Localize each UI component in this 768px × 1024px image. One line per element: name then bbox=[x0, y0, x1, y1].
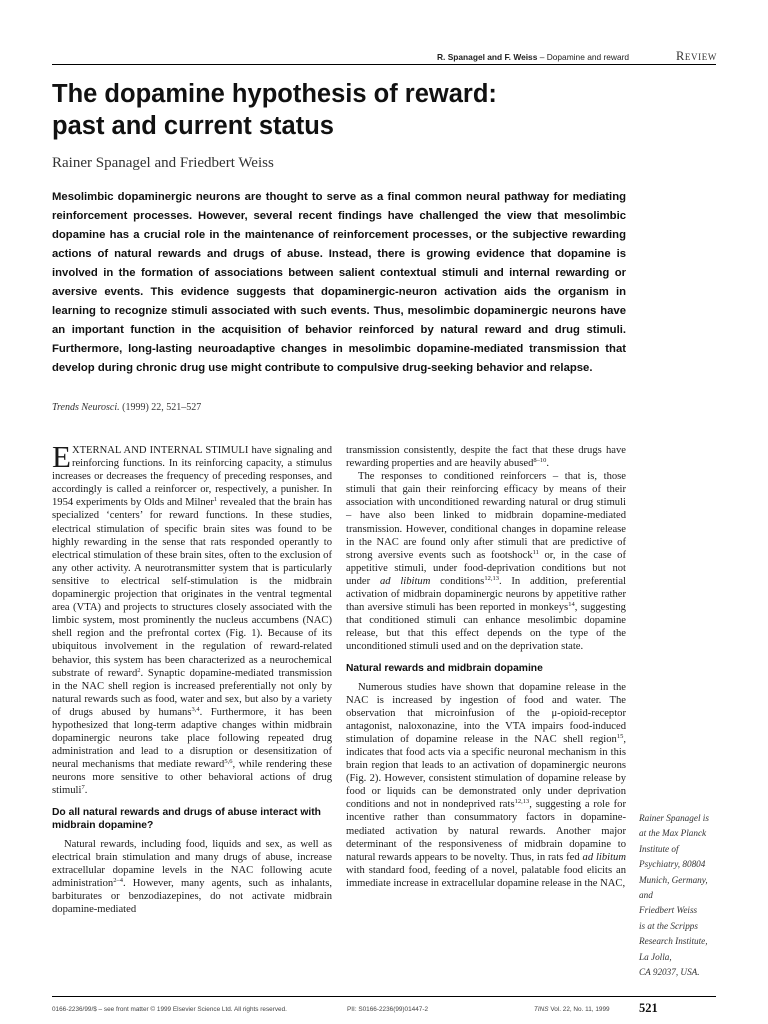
copyright-notice: 0166-2236/99/$ – see front matter © 1999 Elsevier Science Ltd. All rights reserved. bbox=[52, 1006, 287, 1013]
section-heading: Do all natural rewards and drugs of abuse interact with midbrain dopamine? bbox=[52, 806, 321, 831]
paragraph bbox=[52, 838, 332, 917]
reference-number[interactable]: 11 bbox=[532, 548, 539, 556]
issue-details: Vol. 22, No. 11, 1999 bbox=[548, 1006, 610, 1013]
text-run: or, in the case of appetitive stimuli, under food-deprivation conditions but not under bbox=[346, 549, 626, 587]
text-run: revealed that the brain has specialized ‘centers’ for reward functions. In these studies, electrical stimulation of specific brain sites was found to be highly rewarding in the sense that rats responded operantly to electrical stimulation of these brain sites, often to the exclusion of any other activity. A neurotransmitter system that is particularly sensitive to electrical self-stimulation is the midbrain dopaminergic projection that originates in the ventral tegmental area (VTA) and projects to structures closely associated with the limbic system, most prominently the nucleus accumbens (NAC) shell region and the prefrontal cortex (Fig. 1). Because of its ubiquitous involvement in the regulation of reward-related behavior, this system has been characterized as a neurochemical substrate of reward bbox=[52, 497, 332, 679]
text-run: Numerous studies have shown that dopamine release in the NAC is increased by ingestion of food and water. The observation that microinfusion of the μ-opioid-receptor antagonist, naloxonazine, into the VTA impairs food-induced stimulation of dopamine release in the NAC shell region bbox=[346, 681, 626, 745]
text-run: . Synaptic dopamine-mediated transmission in the NAC shell region is increased preferentially not only by natural rewards such as food, water and sex, but also by a variety of drugs abused by humans bbox=[52, 667, 333, 718]
text-run: . In addition, preferential activation of midbrain dopaminergic neurons by appetitive rather than aversive stimuli has been reported in monkeys bbox=[346, 575, 626, 614]
intro-caps: XTERNAL AND INTERNAL STIMULI bbox=[71, 445, 249, 456]
article-authors: Rainer Spanagel and Friedbert Weiss bbox=[52, 155, 274, 171]
text-run: The responses to conditioned reinforcers – that is, those stimuli that gain their reinforcing efficacy by means of their association with unconditioned rewarding natural or drug stimuli – have also been linked to midbrain dopamine-mediated transmission. However, conditional changes in dopamine release in the NAC are found only after stimuli that are predictive of strong aversive events such as footshock bbox=[346, 471, 626, 561]
affiliation-line: Institute of bbox=[639, 843, 679, 854]
drop-cap: E bbox=[52, 439, 71, 474]
paragraph bbox=[346, 470, 626, 653]
text-run: , while rendering these neurons more sensitive to other behavioral actions of drug stimuli bbox=[52, 759, 332, 797]
section-heading: Natural rewards and midbrain dopamine bbox=[346, 662, 543, 674]
text-run: . bbox=[84, 785, 88, 797]
text-run: with standard food, feeding of a novel, palatable food elicits an immediate increase in extracellular dopamine release in the NAC, bbox=[346, 864, 626, 889]
affiliation-line: Munich, Germany, bbox=[639, 874, 708, 885]
journal-issue bbox=[534, 1006, 610, 1013]
page-number: 521 bbox=[639, 1001, 658, 1015]
text-run: transmission consistently, despite the fact that these drugs have rewarding properties and are heavily abused bbox=[346, 445, 626, 470]
running-head-authors: R. Spanagel and F. Weiss bbox=[437, 52, 538, 62]
article-title bbox=[52, 78, 692, 142]
affiliation-line: and bbox=[639, 890, 653, 901]
citation-details: (1999) 22, 521–527 bbox=[119, 402, 202, 413]
running-head bbox=[437, 52, 629, 62]
abstract: Mesolimbic dopaminergic neurons are thought to serve as a final common neural pathway for mediating reinforcement processes. However, several recent findings have challenged the view that mesolimbic dopamine has a crucial role in the maintenance of reinforcement processes, or the subjective rewarding actions of natural rewards and drugs of abuse. Instead, there is growing evidence that dopamine is involved in the formation of associations between salient contextual stimuli and internal rewarding or aversive events. This evidence suggests that dopaminergic-neuron activation aids the organism in learning to recognize stimuli associated with such events. Thus, mesolimbic dopaminergic neurons have an important function in the acquisition of behavior reinforced by natural reward and drug stimuli. Furthermore, long-lasting neuroadaptive changes in mesolimbic dopamine-mediated transmission that develop during chronic drug use might contribute to compulsive drug-seeking behavior and relapse. bbox=[52, 191, 626, 374]
reference-number[interactable]: 3,4 bbox=[191, 705, 200, 713]
reference-number[interactable]: 15 bbox=[616, 732, 624, 740]
footer-rule bbox=[52, 996, 716, 997]
paragraph bbox=[346, 444, 626, 470]
affiliation-line: Psychiatry, 80804 bbox=[639, 859, 706, 870]
reference-number[interactable]: 2 bbox=[137, 666, 141, 674]
pii-code: PII: S0166-2236(99)01447-2 bbox=[347, 1006, 429, 1013]
affiliation-line: CA 92037, USA. bbox=[639, 967, 700, 978]
reference-number[interactable]: 8–10 bbox=[533, 457, 547, 465]
affiliation-line: is at the Scripps bbox=[639, 920, 698, 931]
affiliation-line: Rainer Spanagel is bbox=[639, 813, 709, 823]
italic-term: ad libitum bbox=[379, 575, 431, 587]
reference-number[interactable]: 2–4 bbox=[113, 876, 123, 884]
body-column-1 bbox=[52, 439, 333, 916]
section-label: Review bbox=[676, 49, 717, 63]
affiliation-line: La Jolla, bbox=[639, 951, 672, 962]
affiliation-line: at the Max Planck bbox=[639, 828, 707, 839]
citation-journal: Trends Neurosci. bbox=[52, 402, 120, 413]
paragraph bbox=[346, 681, 626, 891]
author-affiliations bbox=[639, 811, 721, 980]
affiliation-line: Friedbert Weiss bbox=[639, 905, 698, 916]
citation bbox=[52, 402, 201, 413]
reference-number[interactable]: 12,13 bbox=[484, 574, 499, 582]
affiliation-line: Research Institute, bbox=[639, 936, 708, 947]
reference-number[interactable]: 12,13 bbox=[514, 798, 530, 806]
text-run: conditions bbox=[430, 575, 485, 587]
text-run: have signaling and reinforcing functions. In its reinforcing capacity, a stimulus increases or decreases the frequency of preceding responses, and accordingly is called a reinforcer or, respectively, a punisher. In 1954 experiments by Olds and Milner bbox=[52, 445, 332, 509]
text-run: . Furthermore, it has been hypothesized that long-term adaptive changes within midbrain dopaminergic neurons take place following repeated drug administration and lead to a disruption or desensitization of neural mechanisms that mediate reward bbox=[52, 706, 332, 771]
reference-number[interactable]: 7 bbox=[81, 784, 85, 792]
text-run: , suggesting that conditioned stimuli can enhance mesolimbic dopamine release, but that this effect depends on the type of the unconditioned stimuli used and on the deprivation state. bbox=[346, 602, 626, 653]
reference-number[interactable]: 1 bbox=[213, 496, 218, 504]
text-run: . bbox=[546, 458, 550, 470]
text-run: , suggesting a role for incentive rather than consummatory factors in dopamine-mediated activation by natural rewards. Another major determinant of the responsiveness of midbrain dopamine to natural rewards appears to be novelty. Thus, in rats fed bbox=[346, 799, 627, 863]
title-line-2: past and current status bbox=[52, 112, 334, 140]
paragraph bbox=[52, 439, 333, 798]
footer bbox=[52, 1006, 662, 1013]
text-run: Natural rewards, including food, liquids and sex, as well as electrical brain stimulation and many drugs of abuse, increase extracellular dopamine levels in the NAC following acute administration bbox=[52, 838, 332, 889]
title-line-1: The dopamine hypothesis of reward: bbox=[52, 80, 497, 108]
italic-term: ad libitum bbox=[582, 851, 626, 863]
reference-number[interactable]: 14 bbox=[568, 601, 575, 609]
running-head-sep: – bbox=[537, 52, 547, 62]
reference-number[interactable]: 5,6 bbox=[224, 758, 233, 766]
running-head-topic: Dopamine and reward bbox=[546, 52, 630, 62]
body-column-2 bbox=[346, 444, 626, 890]
text-run: . However, many agents, such as inhalants, barbiturates or benzodiazepines, do not activate midbrain dopamine-mediated bbox=[52, 877, 332, 915]
header-rule bbox=[52, 64, 716, 65]
journal-name: TINS bbox=[534, 1006, 549, 1013]
text-run: , indicates that food acts via a specific neuronal mechanism in this brain region that leads to an activation of dopaminergic neurons (Fig. 2). However, consistent stimulation of dopamine release by food or liquids can be demonstrated only under deprivation conditions and not in nondeprived rats bbox=[346, 733, 626, 811]
